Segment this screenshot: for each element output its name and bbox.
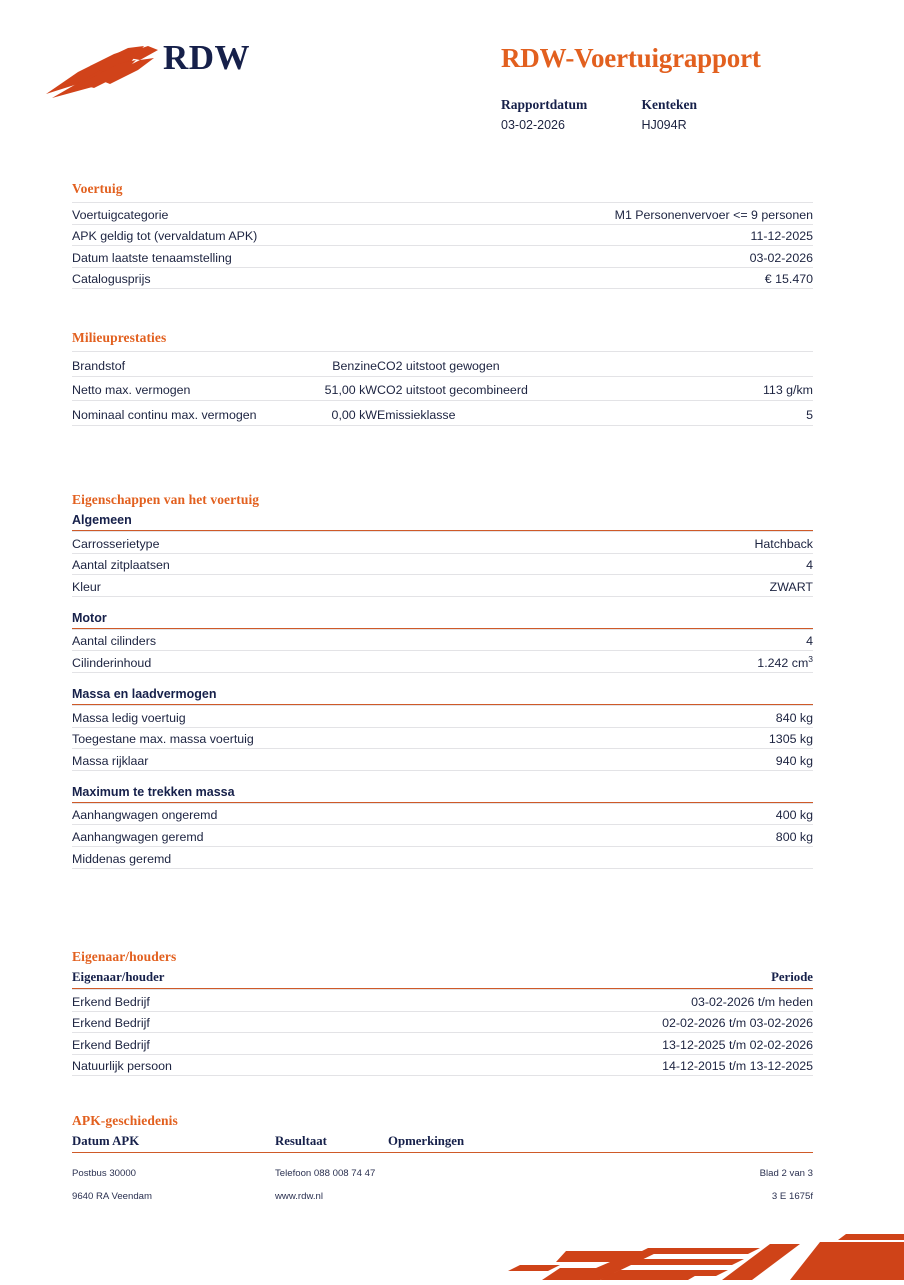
column-header-opmerkingen: Opmerkingen (388, 1134, 465, 1148)
milieuprestaties-table (72, 351, 813, 426)
footer-phone: Telefoon 088 008 74 47 (275, 1168, 376, 1179)
row-key-left: Brandstof (72, 352, 290, 377)
bottom-stripes-graphic (0, 1218, 904, 1280)
document-header (0, 0, 904, 150)
meta-label: Kenteken (641, 97, 697, 112)
meta-label: Rapportdatum (501, 97, 588, 112)
table-row (72, 1011, 813, 1033)
subsection-table (72, 531, 813, 597)
rdw-feather-logo-icon (44, 42, 162, 104)
footer-address-postbus: Postbus 30000 (72, 1168, 137, 1179)
subsection-table (72, 705, 813, 771)
apk-table-header (72, 1134, 813, 1153)
footer-address-city: 9640 RA Veendam (72, 1191, 153, 1202)
owner-period: 14-12-2015 t/m 13-12-2025 (443, 1054, 814, 1076)
table-row (72, 825, 813, 847)
table-row (72, 629, 813, 651)
row-key: Massa rijklaar (72, 749, 443, 771)
row-key: Voertuigcategorie (72, 203, 443, 225)
subsection-table (72, 803, 813, 869)
row-key-right: CO2 uitstoot gewogen (377, 352, 617, 377)
row-key-left: Netto max. vermogen (72, 376, 290, 401)
owner-period: 02-02-2026 t/m 03-02-2026 (443, 1011, 814, 1033)
column-header-owner: Eigenaar/houder (72, 970, 165, 984)
eigenaar-table (72, 989, 813, 1076)
row-value: M1 Personenvervoer <= 9 personen (443, 203, 814, 225)
owner-period: 03-02-2026 t/m heden (443, 990, 814, 1012)
table-row (72, 749, 813, 771)
table-row (72, 803, 813, 825)
row-key: Datum laatste tenaamstelling (72, 246, 443, 268)
row-key: Kleur (72, 575, 443, 597)
subsection-title: Massa en laadvermogen (72, 687, 813, 705)
table-row (72, 575, 813, 597)
table-row (72, 846, 813, 868)
table-row (72, 352, 813, 377)
row-value-left: Benzine (290, 352, 377, 377)
footer-line-2 (72, 1191, 813, 1214)
section-eigenaar-houders (72, 949, 813, 1076)
meta-rapportdatum (501, 97, 637, 133)
row-value: 1.242 $cm^3$ (443, 651, 814, 673)
row-value-right: 113 g/km (617, 376, 813, 401)
row-key-right: CO2 uitstoot gecombineerd (377, 376, 617, 401)
subsection-title: Maximum te trekken massa (72, 785, 813, 803)
section-title: APK-geschiedenis (72, 1113, 178, 1128)
section-voertuig (72, 181, 813, 289)
table-row (72, 532, 813, 554)
table-row (72, 1054, 813, 1076)
section-title: Voertuig (72, 181, 123, 196)
row-value: 03-02-2026 (443, 246, 814, 268)
table-row (72, 401, 813, 426)
row-value: ZWART (443, 575, 814, 597)
row-key: Aantal cilinders (72, 629, 443, 651)
eigenaar-table-header (72, 970, 813, 989)
owner-name: Erkend Bedrijf (72, 990, 443, 1012)
row-value-left: 51,00 kW (290, 376, 377, 401)
document-footer (72, 1168, 813, 1214)
table-row (72, 267, 813, 289)
row-value: Hatchback (443, 532, 814, 554)
subsection-title: Motor (72, 611, 813, 629)
table-row (72, 224, 813, 246)
table-row (72, 246, 813, 268)
row-value: 800 kg (443, 825, 814, 847)
owner-name: Natuurlijk persoon (72, 1054, 443, 1076)
row-value: 1305 kg (443, 727, 814, 749)
row-key: Aanhangwagen ongeremd (72, 803, 443, 825)
row-value: 4 (443, 553, 814, 575)
rdw-wordmark: RDW (163, 38, 251, 77)
unit-superscript: 3 (808, 653, 813, 664)
section-title: Milieuprestaties (72, 330, 167, 345)
meta-kenteken (641, 97, 697, 133)
column-header-datum-apk: Datum APK (72, 1134, 140, 1148)
section-eigenschappen (72, 492, 813, 869)
owner-name: Erkend Bedrijf (72, 1011, 443, 1033)
row-value (443, 846, 814, 868)
footer-form-code: 3 E 1675f (771, 1191, 813, 1202)
row-key: Toegestane max. massa voertuig (72, 727, 443, 749)
page-title: RDW-Voertuigrapport (501, 43, 761, 73)
meta-value: 03-02-2026 (501, 118, 565, 132)
row-value-left: 0,00 kW (290, 401, 377, 426)
row-value: 11-12-2025 (443, 224, 814, 246)
row-key: Massa ledig voertuig (72, 705, 443, 727)
table-row (72, 1033, 813, 1055)
row-key: Carrosserietype (72, 532, 443, 554)
table-row (72, 651, 813, 673)
row-key: Catalogusprijs (72, 267, 443, 289)
footer-website[interactable]: www.rdw.nl (275, 1191, 323, 1202)
table-row (72, 705, 813, 727)
eigenschappen-groups (72, 513, 813, 869)
table-row (72, 553, 813, 575)
subsection-title: Algemeen (72, 513, 813, 531)
table-row (72, 990, 813, 1012)
column-header-resultaat: Resultaat (275, 1134, 327, 1148)
row-key-left: Nominaal continu max. vermogen (72, 401, 290, 426)
row-value-right (617, 352, 813, 377)
section-title: Eigenschappen van het voertuig (72, 492, 260, 507)
report-meta (501, 97, 697, 133)
row-key: APK geldig tot (vervaldatum APK) (72, 224, 443, 246)
row-key: Aanhangwagen geremd (72, 825, 443, 847)
row-value: € 15.470 (443, 267, 814, 289)
row-value: 4 (443, 629, 814, 651)
row-value: 400 kg (443, 803, 814, 825)
row-value-right: 5 (617, 401, 813, 426)
column-header-period: Periode (771, 970, 813, 984)
row-value: 940 kg (443, 749, 814, 771)
row-value: 840 kg (443, 705, 814, 727)
row-key: Cilinderinhoud (72, 651, 443, 673)
owner-period: 13-12-2025 t/m 02-02-2026 (443, 1033, 814, 1055)
table-row (72, 376, 813, 401)
section-milieuprestaties (72, 330, 813, 426)
row-key-right: Emissieklasse (377, 401, 617, 426)
voertuig-table (72, 202, 813, 289)
row-key: Aantal zitplaatsen (72, 553, 443, 575)
subsection-table (72, 629, 813, 673)
row-key: Middenas geremd (72, 846, 443, 868)
section-apk-geschiedenis (72, 1113, 813, 1153)
table-row (72, 203, 813, 225)
table-row (72, 727, 813, 749)
footer-line-1 (72, 1168, 813, 1191)
section-title: Eigenaar/houders (72, 949, 177, 964)
footer-page-number: Blad 2 van 3 (759, 1168, 813, 1179)
meta-value: HJ094R (641, 118, 687, 132)
owner-name: Erkend Bedrijf (72, 1033, 443, 1055)
